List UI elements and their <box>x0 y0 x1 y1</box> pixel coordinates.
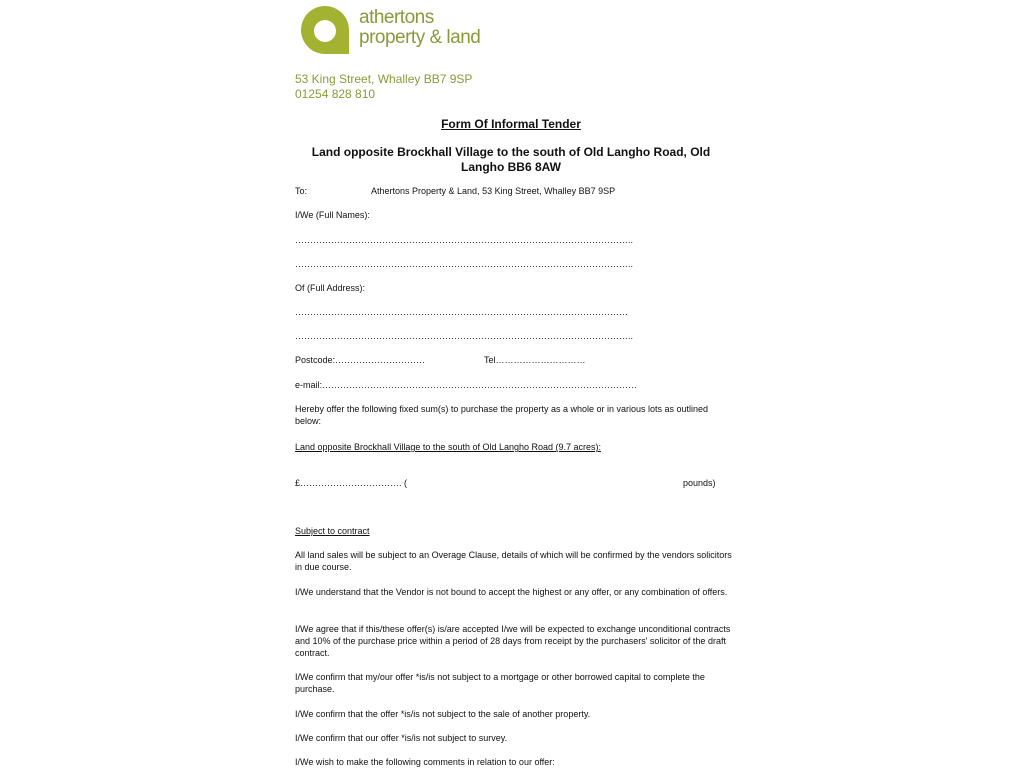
property-title <box>295 145 727 175</box>
overage-clause-paragraph: All land sales will be subject to an Overage Clause, details of which will be confirmed by the vendors solicitors in due course. <box>295 550 732 572</box>
lot-heading: Land opposite Brockhall Village to the south of Old Langho Road (9.7 acres): <box>295 442 602 452</box>
address-field-1[interactable]: ………………………………………………………………………………………………… <box>295 307 628 317</box>
address-label: Of (Full Address): <box>295 283 366 293</box>
names-field-2[interactable]: ………………………………………………………………………………………………….. <box>295 259 634 269</box>
vendor-not-bound-paragraph: I/We understand that the Vendor is not bound to accept the highest or any offer, or any combination of offers. <box>295 587 728 597</box>
pounds-label: pounds) <box>683 478 716 488</box>
to-label: To: <box>295 186 308 196</box>
address-field-2[interactable]: ………………………………………………………………………………………………….. <box>295 331 634 341</box>
logo-line-2: property & land <box>359 27 481 48</box>
comments-paragraph: I/We wish to make the following comments in relation to our offer: <box>295 757 555 767</box>
phone-number: 01254 828 810 <box>295 87 376 101</box>
names-label: I/We (Full Names): <box>295 210 370 220</box>
company-address <box>295 72 472 102</box>
to-value: Athertons Property & Land, 53 King Street, Whalley BB7 9SP <box>371 186 616 196</box>
athertons-logo <box>299 4 499 56</box>
tel-field[interactable]: Tel………………………… <box>484 355 586 365</box>
logo-wordmark <box>359 8 480 48</box>
email-field[interactable]: e-mail:…………………………………………………………………………………………… <box>295 380 638 390</box>
amount-field[interactable]: £……………………………. ( <box>295 478 408 488</box>
sale-of-property-paragraph: I/We confirm that the offer *is/is not subject to the sale of another property. <box>295 709 591 719</box>
athertons-logo-icon <box>299 4 351 56</box>
street-address: 53 King Street, Whalley BB7 9SP <box>295 72 473 86</box>
exchange-contracts-paragraph: I/We agree that if this/these offer(s) is/are accepted I/we will be expected to exchange unconditional contracts and 10% of the purchase price within a period of 28 days from receipt by the purchasers' solicitor of the draft contract. <box>295 624 731 658</box>
tender-form-page <box>295 0 735 768</box>
form-title: Form Of Informal Tender <box>441 117 581 131</box>
property-title-line-2: Langho BB6 8AW <box>460 160 561 174</box>
names-field-1[interactable]: ………………………………………………………………………………………………….. <box>295 235 634 245</box>
mortgage-paragraph: I/We confirm that my/our offer *is/is not subject to a mortgage or other borrowed capital to complete the purchase. <box>295 672 705 694</box>
amount-row <box>295 477 735 489</box>
property-title-line-1: Land opposite Brockhall Village to the south of Old Langho Road, Old <box>311 145 711 159</box>
postcode-tel-row <box>295 354 735 366</box>
to-row <box>295 185 735 197</box>
postcode-field[interactable]: Postcode:………………………… <box>295 355 426 365</box>
subject-to-contract-heading: Subject to contract <box>295 526 370 536</box>
logo-line-1: athertons <box>359 7 434 28</box>
survey-paragraph: I/We confirm that our offer *is/is not subject to survey. <box>295 733 508 743</box>
offer-statement: Hereby offer the following fixed sum(s) to purchase the property as a whole or in various lots as outlined below: <box>295 404 709 426</box>
